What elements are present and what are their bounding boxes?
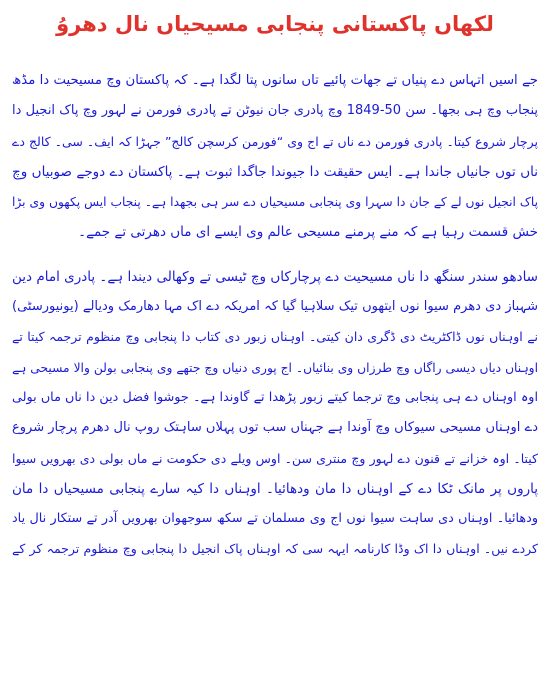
paragraph-1	[12, 66, 538, 248]
text-line: پاک انجیل نوں لے کے جان دا سہرا وی پنجابی مسیحیاں دے سر ہی بجھدا ہے۔ پنجاب ایس پکھوں وی بڑا	[12, 195, 538, 210]
text-line: کردے نیں۔ اوہناں دا اک وڈا کارنامہ ایہہ سی کہ اوہناں پاک انجیل دا پنجابی وچ منظوم ترجمہ کر کے	[12, 541, 538, 557]
text-line: سادھو سندر سنگھ دا ناں مسیحیت دے پرچارکاں وچ ٹیسی تے وکھالی دیندا ہے۔ پادری امام دین	[12, 268, 538, 285]
text-line: پرچار شروع کیتا۔ پادری فورمن دے ناں تے اج وی “فورمن کرسچن کالج” جہڑا کہ ایف۔ سی۔ کالج دے	[12, 133, 538, 149]
paragraph-2	[12, 262, 538, 565]
text-line: نے اوہناں نوں ڈاکٹریٹ دی ڈگری دان کیتی۔ اوہناں زبور دی کتاب دا پنجابی وچ منظوم ترجمہ کیتا تے	[12, 329, 538, 345]
page-title: لکھاں پاکستانی پنجابی مسیحیاں نال دھروُ	[56, 12, 494, 36]
text-line: خش قسمت رہیا ہے کہ منے پرمنے مسیحی عالم وی ایسے ای ماں دھرتی تے جمے۔	[78, 224, 538, 241]
text-line: دے اوہناں مسیحی سیوکاں وچ آوندا ہے جہناں سب توں پہلاں ساہتک روپ نال دھرم پرچار شروع	[12, 420, 538, 436]
text-line: اوہناں دیاں دیسی راگاں وچ طرزاں وی بنائیاں۔ اج پوری دنیاں وچ جتھے وی پنجابی بولن والا مسیحی ہے	[12, 360, 538, 375]
text-line: اوہ اوہناں دے ہی پنجابی وچ ترجما کیتے زبور پڑھدا تے گاوندا ہے۔ جوشوا فضل دین دا ناں ماں بولی	[12, 389, 538, 405]
text-line: شہباز دی دھرم سیوا نوں ایتھوں تیک سلاہیا گیا کہ امریکہ دے اک مہا دھارمک ودیالے (یونیورسٹی)	[12, 299, 538, 315]
text-line: کیتا۔ اوہ خزانے تے قنون دے لہور وچ منتری سن۔ اوس ویلے دی حکومت نے ماں بولی دی بھرویں سیوا	[12, 450, 538, 466]
text-line: ناں توں جانیاں جاندا ہے۔ ایس حقیقت دا جیوندا جاگدا ثبوت ہے۔ پاکستان دے دوجے صوبیاں وچ	[12, 163, 538, 180]
text-line: پنجاب وچ ہی بجھا۔ سن 50-1849 وچ پادری جان نیوٹن تے پادری فورمن نے لہور وچ پاک انجیل دا	[12, 103, 538, 119]
text-line: ودھائیا۔ اوہناں دی ساہت سیوا نوں اج وی مسلمان تے سکھ سوجھوان بھرویں آدر تے ستکار نال یاد	[12, 511, 538, 527]
text-line: جے اسیں اتہاس دے پنیاں تے جھات پائیے تاں سانوں پتا لگدا ہے۔ کہ پاکستان وچ مسیحیت دا مڈھ	[12, 73, 538, 88]
text-line: پاروں پر مانک ٹکا دے کے اوہناں دا مان ودھائیا۔ اوہناں دا کیہ سارے پنجابی مسیحیاں دا مان	[12, 480, 538, 497]
